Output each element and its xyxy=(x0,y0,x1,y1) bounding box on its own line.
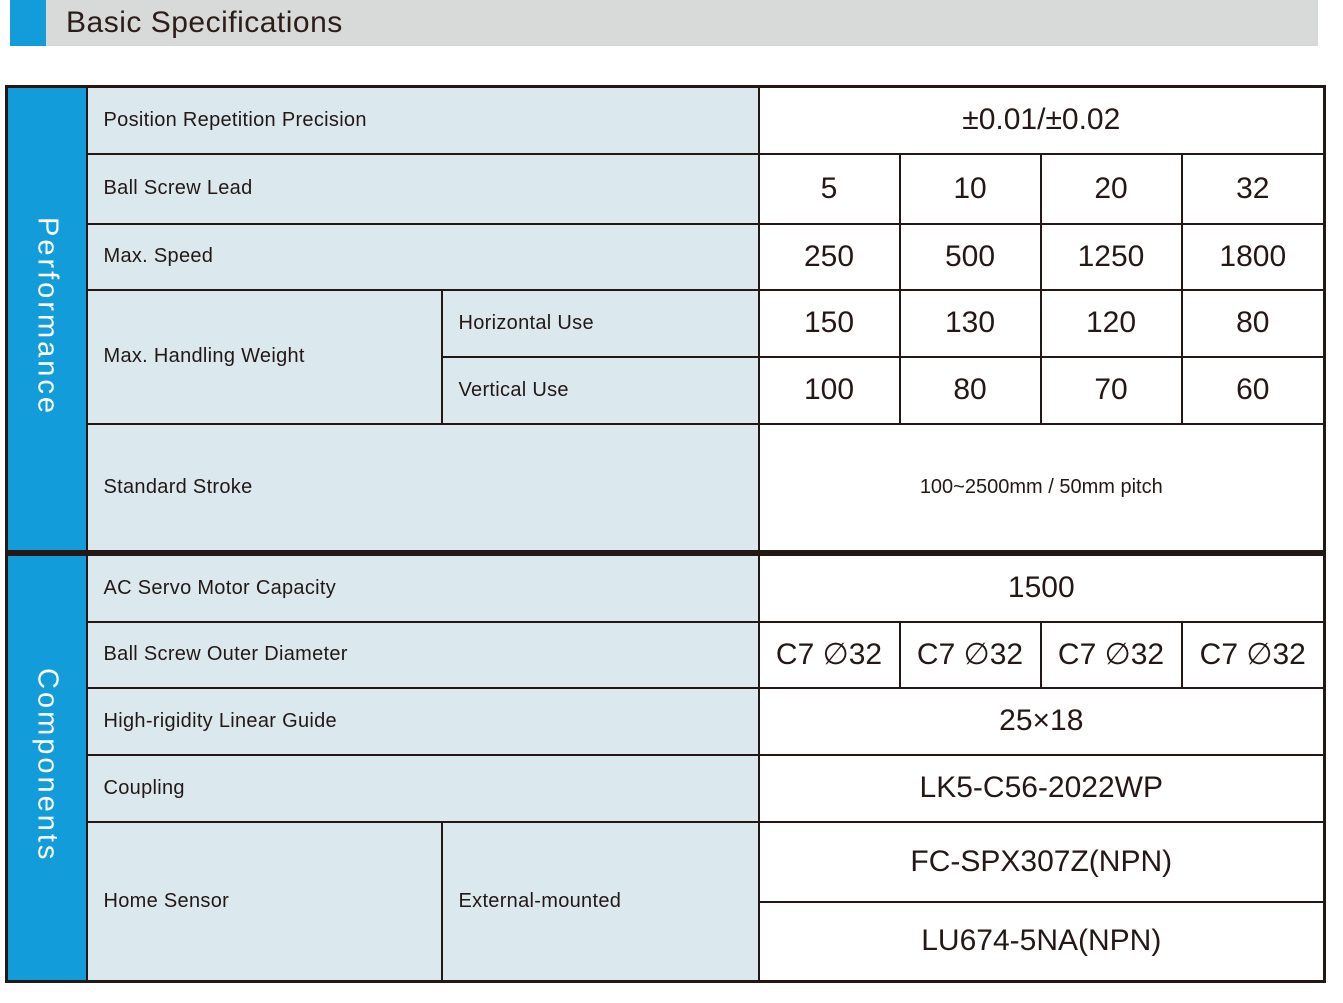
page-title: Basic Specifications xyxy=(66,6,343,39)
spec-sublabel-external-mounted: External-mounted xyxy=(442,822,759,982)
spec-label-home-sensor: Home Sensor xyxy=(87,822,442,982)
spec-value-od-1: C7 ∅32 xyxy=(759,622,900,688)
spec-label-linear-guide: High-rigidity Linear Guide xyxy=(87,688,759,755)
spec-value-coupling: LK5-C56-2022WP xyxy=(759,755,1325,822)
section-label-performance xyxy=(7,87,87,553)
table-row xyxy=(7,622,1325,688)
spec-value-speed-3: 1250 xyxy=(1041,224,1182,290)
table-row xyxy=(7,424,1325,553)
spec-value-lead-2: 10 xyxy=(900,154,1041,224)
spec-table xyxy=(5,85,1326,983)
title-bar xyxy=(46,0,1318,46)
section-label-components-text: Components xyxy=(31,668,64,863)
spec-value-od-3: C7 ∅32 xyxy=(1041,622,1182,688)
spec-label-ac-servo-motor-capacity: AC Servo Motor Capacity xyxy=(87,553,759,622)
section-label-performance-text: Performance xyxy=(31,216,64,416)
spec-label-ball-screw-lead: Ball Screw Lead xyxy=(87,154,759,224)
table-row xyxy=(7,154,1325,224)
table-row xyxy=(7,290,1325,357)
spec-value-lead-1: 5 xyxy=(759,154,900,224)
spec-value-horizontal-4: 80 xyxy=(1182,290,1325,357)
spec-value-od-4: C7 ∅32 xyxy=(1182,622,1325,688)
spec-value-position-precision: ±0.01/±0.02 xyxy=(759,87,1325,154)
section-label-components xyxy=(7,553,87,982)
spec-sublabel-horizontal-use: Horizontal Use xyxy=(442,290,759,357)
spec-label-coupling: Coupling xyxy=(87,755,759,822)
table-row xyxy=(7,87,1325,154)
spec-value-vertical-4: 60 xyxy=(1182,357,1325,424)
spec-sublabel-vertical-use: Vertical Use xyxy=(442,357,759,424)
table-row xyxy=(7,755,1325,822)
spec-value-standard-stroke: 100~2500mm / 50mm pitch xyxy=(759,424,1325,553)
table-row xyxy=(7,553,1325,622)
spec-label-position-precision: Position Repetition Precision xyxy=(87,87,759,154)
spec-value-linear-guide: 25×18 xyxy=(759,688,1325,755)
title-accent-square xyxy=(10,0,46,46)
spec-value-horizontal-3: 120 xyxy=(1041,290,1182,357)
spec-value-vertical-2: 80 xyxy=(900,357,1041,424)
spec-label-max-handling-weight: Max. Handling Weight xyxy=(87,290,442,424)
spec-value-lead-3: 20 xyxy=(1041,154,1182,224)
table-row xyxy=(7,224,1325,290)
spec-value-horizontal-2: 130 xyxy=(900,290,1041,357)
spec-value-ac-servo-motor-capacity: 1500 xyxy=(759,553,1325,622)
spec-value-home-sensor-1: FC-SPX307Z(NPN) xyxy=(759,822,1325,902)
spec-value-lead-4: 32 xyxy=(1182,154,1325,224)
spec-value-od-2: C7 ∅32 xyxy=(900,622,1041,688)
spec-value-speed-4: 1800 xyxy=(1182,224,1325,290)
spec-label-ball-screw-outer-diameter: Ball Screw Outer Diameter xyxy=(87,622,759,688)
spec-value-horizontal-1: 150 xyxy=(759,290,900,357)
table-row xyxy=(7,688,1325,755)
spec-value-speed-1: 250 xyxy=(759,224,900,290)
spec-label-max-speed: Max. Speed xyxy=(87,224,759,290)
spec-value-speed-2: 500 xyxy=(900,224,1041,290)
table-row xyxy=(7,822,1325,902)
spec-value-vertical-1: 100 xyxy=(759,357,900,424)
spec-value-vertical-3: 70 xyxy=(1041,357,1182,424)
spec-value-home-sensor-2: LU674-5NA(NPN) xyxy=(759,902,1325,982)
spec-label-standard-stroke: Standard Stroke xyxy=(87,424,759,553)
